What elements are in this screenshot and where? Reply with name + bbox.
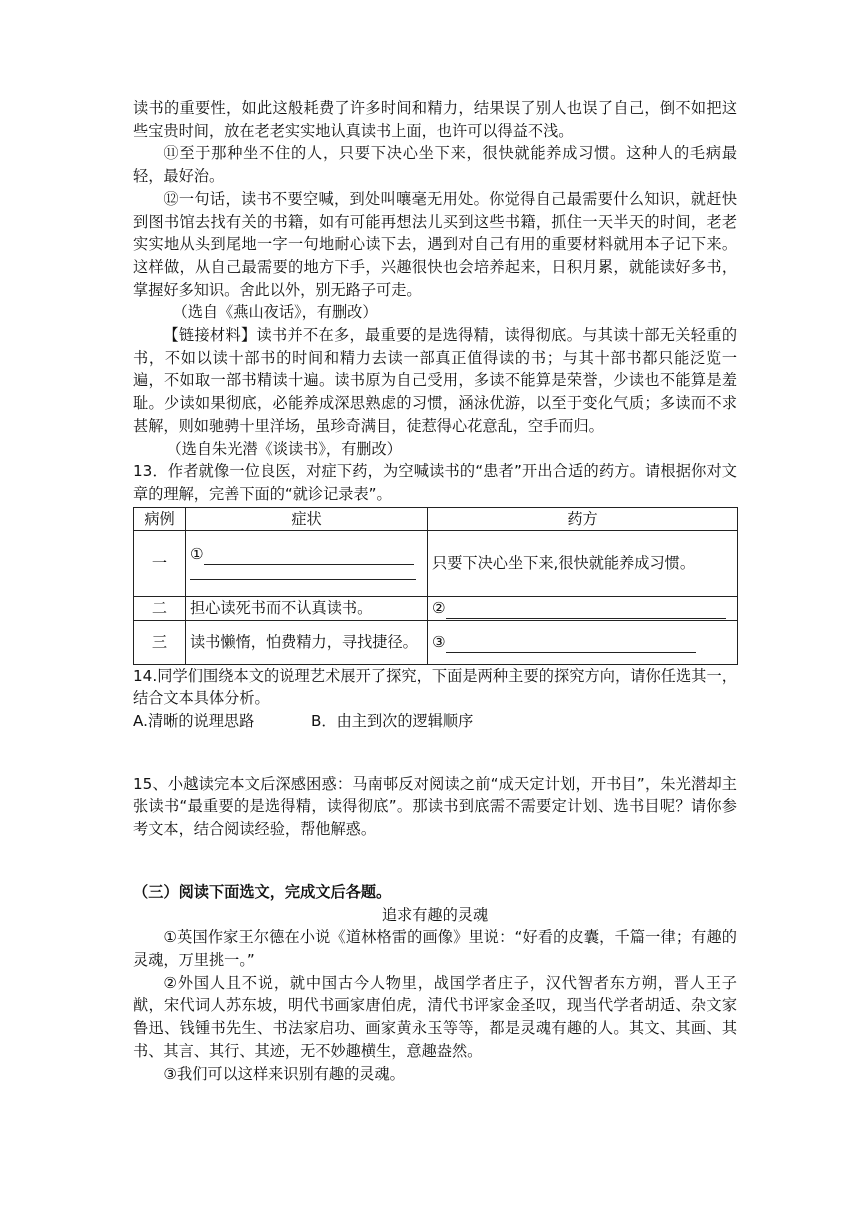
remedy-cell <box>428 620 738 664</box>
answer-blank[interactable] <box>446 636 696 653</box>
header-remedy: 药方 <box>428 507 738 530</box>
symptom-cell <box>186 530 428 596</box>
blank-marker: ② <box>432 599 446 618</box>
header-symptom: 症状 <box>186 507 428 530</box>
answer-space <box>133 733 737 773</box>
link-material: 【链接材料】读书并不在多，最重要的是选得精，读得彻底。与其读十部无关轻重的书，不如以读十部书的时间和精力去读一部真正值得读的书；与其十部书都只能泛览一遍，不如取一部书精读十遍。读书原为自己受用，多读不能算是荣誉，少读也不能算是羞耻。少读如果彻底，必能养成深思熟虑的习惯，涵泳优游，以至于变化气质；多读而不求甚解，则如驰骋十里洋场，虽珍奇满目，徒惹得心花意乱，空手而归。 <box>133 326 737 435</box>
document-content <box>133 97 737 1085</box>
paragraph-12: ⑫一句话，读书不要空喊，到处叫嚷毫无用处。你觉得自己最需要什么知识，就赶快到图书馆去找有关的书籍，如有可能再想法儿买到这些书籍，抓住一天半天的时间，老老实实地从头到尾地一字一句地耐心读下去，遇到对自己有用的重要材料就用本子记下来。这样做，从自己最需要的地方下手，兴趣很快也会培养起来，日积月累，就能读好多书，掌握好多知识。舍此以外，别无路子可走。 <box>133 189 737 299</box>
source-citation: （选自《燕山夜话》，有删改） <box>172 303 378 322</box>
table-row <box>134 596 738 620</box>
blank-marker: ③ <box>432 633 446 652</box>
symptom-cell: 担心读死书而不认真读书。 <box>186 596 428 620</box>
paragraph-1: ①英国作家王尔德在小说《道林格雷的画像》里说：“好看的皮囊，千篇一律；有趣的灵魂，万里挑一。” <box>133 928 737 969</box>
question-14-options <box>133 710 737 733</box>
case-cell: 三 <box>134 620 186 664</box>
article-title: 追求有趣的灵魂 <box>381 905 489 924</box>
answer-space <box>133 841 737 881</box>
option-b: B．由主到次的逻辑顺序 <box>311 712 474 731</box>
paragraph-3: ③我们可以这样来识别有趣的灵魂。 <box>163 1064 405 1083</box>
remedy-cell: 只要下决心坐下来,很快就能养成习惯。 <box>428 530 738 596</box>
header-case: 病例 <box>134 507 186 530</box>
remedy-cell <box>428 596 738 620</box>
diagnosis-table <box>133 507 738 665</box>
answer-blank-line[interactable] <box>190 571 416 580</box>
paragraph-continued: 读书的重要性，如此这般耗费了许多时间和精力，结果误了别人也误了自己，倒不如把这些宝贵时间，放在老老实实地认真读书上面，也许可以得益不浅。 <box>133 99 737 140</box>
paragraph-11: ⑪至于那种坐不住的人，只要下决心坐下来，很快就能养成习惯。这种人的毛病最轻，最好治。 <box>133 144 737 186</box>
answer-blank[interactable] <box>446 602 726 619</box>
option-a: A.清晰的说理思路 <box>133 712 255 731</box>
question-15: 15、小越读完本文后深感困惑：马南邨反对阅读之前“成天定计划，开书目”，朱光潜却主张读书“最重要的是选得精，读得彻底”。那读书到底需不需要定计划、选书目呢？请你参考文本，结合阅读经验，帮他解惑。 <box>133 774 737 839</box>
table-row <box>134 530 738 596</box>
question-13: 13．作者就像一位良医，对症下药，为空喊读书的“患者”开出合适的药方。请根据你对文章的理解，完善下面的“就诊记录表”。 <box>133 462 737 503</box>
question-14: 14.同学们围绕本文的说理艺术展开了探究，下面是两种主要的探究方向，请你任选其一，结合文本具体分析。 <box>133 666 737 708</box>
case-cell: 一 <box>134 530 186 596</box>
blank-marker: ① <box>190 545 204 564</box>
paragraph-2: ②外国人且不说，就中国古今人物里，战国学者庄子，汉代智者东方朔，晋人王子猷，宋代词人苏东坡，明代书画家唐伯虎，清代书评家金圣叹，现当代学者胡适、杂文家鲁迅、钱锺书先生、书法家启功、画家黄永玉等等，都是灵魂有趣的人。其文、其画、其书、其言、其行、其迹，无不妙趣横生，意趣盎然。 <box>133 973 737 1060</box>
section-heading: （三）阅读下面选文，完成文后各题。 <box>133 882 392 901</box>
table-header-row <box>134 507 738 530</box>
case-cell: 二 <box>134 596 186 620</box>
answer-blank[interactable] <box>204 548 414 565</box>
table-row <box>134 620 738 664</box>
symptom-cell: 读书懒惰，怕费精力，寻找捷径。 <box>186 620 428 664</box>
link-material-source: （选自朱光潜《谈读书》，有删改） <box>166 439 402 458</box>
